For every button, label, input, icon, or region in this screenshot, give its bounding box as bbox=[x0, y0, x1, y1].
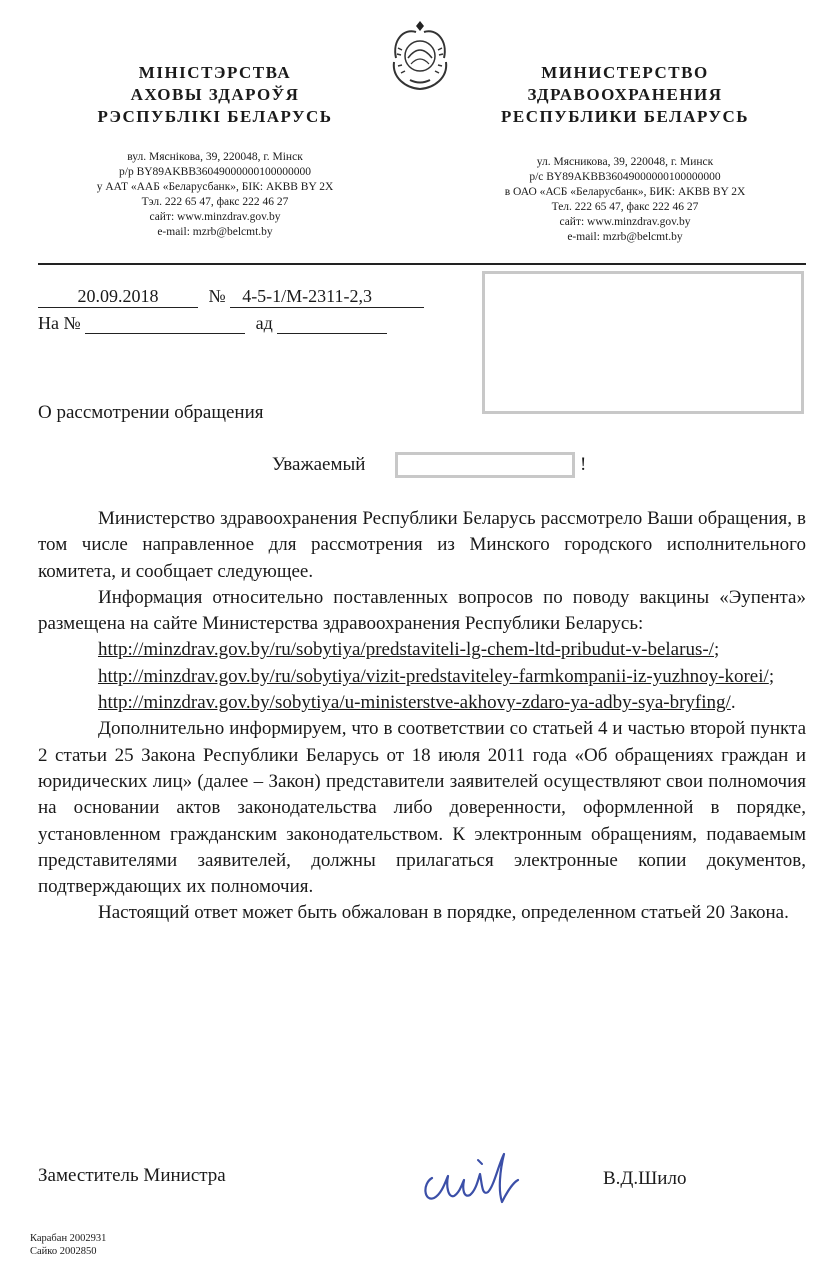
ref-date: 20.09.2018 bbox=[38, 286, 198, 308]
letter-body bbox=[38, 506, 806, 927]
footnote-line: Карабан 2002931 bbox=[30, 1233, 107, 1244]
salutation-greeting: Уважаемый bbox=[272, 454, 366, 475]
footnote-line: Сайко 2002850 bbox=[30, 1246, 97, 1257]
footnotes bbox=[30, 1232, 106, 1258]
signatory-name: В.Д.Шило bbox=[603, 1168, 687, 1189]
link-item: http://minzdrav.gov.by/ru/sobytiya/vizit-predstaviteley-farmkompanii-iz-yuzhnoy-korei/; bbox=[98, 665, 775, 687]
paragraph-4: Настоящий ответ может быть обжалован в порядке, определенном статьей 20 Закона. bbox=[98, 902, 789, 924]
link-url[interactable]: http://minzdrav.gov.by/ru/sobytiya/vizit-predstaviteley-farmkompanii-iz-yuzhnoy-korei/ bbox=[98, 665, 769, 687]
redacted-name bbox=[395, 452, 575, 478]
paragraph-2: Информация относительно поставленных вопросов по поводу вакцины «Эупента» размещена на сайте Министерства здравоохранения Республики Беларусь: bbox=[38, 586, 806, 635]
reply-line bbox=[38, 313, 387, 334]
handwritten-signature bbox=[418, 1140, 528, 1210]
header-address-ru: ул. Мясникова, 39, 220048, г. Минск р/с BY89AKBB36049000000100000000 в ОАО «АСБ «Беларусбанк», БИК: AKBB BY 2X Тел. 222 65 47, факс 222 46 27 сайт: www.minzdrav.gov.by e-mail: mzrb@belcmt.by bbox=[504, 156, 746, 243]
salutation-end: ! bbox=[580, 454, 587, 475]
ref-number-label: № bbox=[208, 286, 226, 306]
salutation bbox=[272, 454, 365, 476]
state-emblem-icon bbox=[388, 18, 452, 92]
subject-line: О рассмотрении обращения bbox=[38, 402, 264, 423]
paragraph-3: Дополнительно информируем, что в соответствии со статьей 4 и частью второй пункта 2 статьи 25 Закона Республики Беларусь от 18 июля 2011 года «Об обращениях граждан и юридических лиц» (далее – Закон) представители заявителей осуществляют свои полномочия на основании актов законодательства либо доверенности, оформленной в порядке, установленном гражданским законодательством. К электронным обращениям, подаваемым представителями заявителей, должны прилагаться электронные копии документов, подтверждающих их полномочия. bbox=[38, 718, 806, 898]
link-item: http://minzdrav.gov.by/sobytiya/u-ministerstve-akhovy-zdaro-ya-adby-sya-bryfing/. bbox=[98, 692, 736, 714]
link-item: http://minzdrav.gov.by/ru/sobytiya/predstaviteli-lg-chem-ltd-pribudut-v-belarus-/; bbox=[98, 639, 720, 661]
header-title-be: МІНІСТЭРСТВА АХОВЫ ЗДАРОЎЯ РЭСПУБЛІКІ БЕЛАРУСЬ bbox=[97, 63, 333, 126]
header-title-ru: МИНИСТЕРСТВО ЗДРАВООХРАНЕНИЯ РЕСПУБЛИКИ БЕЛАРУСЬ bbox=[501, 63, 749, 126]
header-divider bbox=[38, 263, 806, 265]
redacted-addressee bbox=[482, 271, 804, 414]
paragraph-1: Министерство здравоохранения Республики Беларусь рассмотрело Ваши обращения, в том числе направленное для рассмотрения из Минского городского исполнительного комитета, и сообщает следующее. bbox=[38, 508, 806, 582]
reply-label: На № bbox=[38, 313, 81, 333]
link-url[interactable]: http://minzdrav.gov.by/ru/sobytiya/predstaviteli-lg-chem-ltd-pribudut-v-belarus-/ bbox=[98, 639, 714, 661]
ref-line bbox=[38, 286, 424, 308]
link-url[interactable]: http://minzdrav.gov.by/sobytiya/u-ministerstve-akhovy-zdaro-ya-adby-sya-bryfing/ bbox=[98, 692, 731, 714]
ad-label: ад bbox=[255, 313, 273, 333]
signature-position: Заместитель Министра bbox=[38, 1165, 226, 1186]
ref-number: 4-5-1/М-2311-2,3 bbox=[230, 286, 424, 308]
header-address-be: вул. Мяснікова, 39, 220048, г. Мінск р/р BY89AKBB36049000000100000000 у ААТ «ААБ «Беларусбанк», БІК: AKBB BY 2X Тэл. 222 65 47, факс 222 46 27 сайт: www.minzdrav.gov.by e-mail: mzrb@belcmt.by bbox=[96, 151, 334, 238]
